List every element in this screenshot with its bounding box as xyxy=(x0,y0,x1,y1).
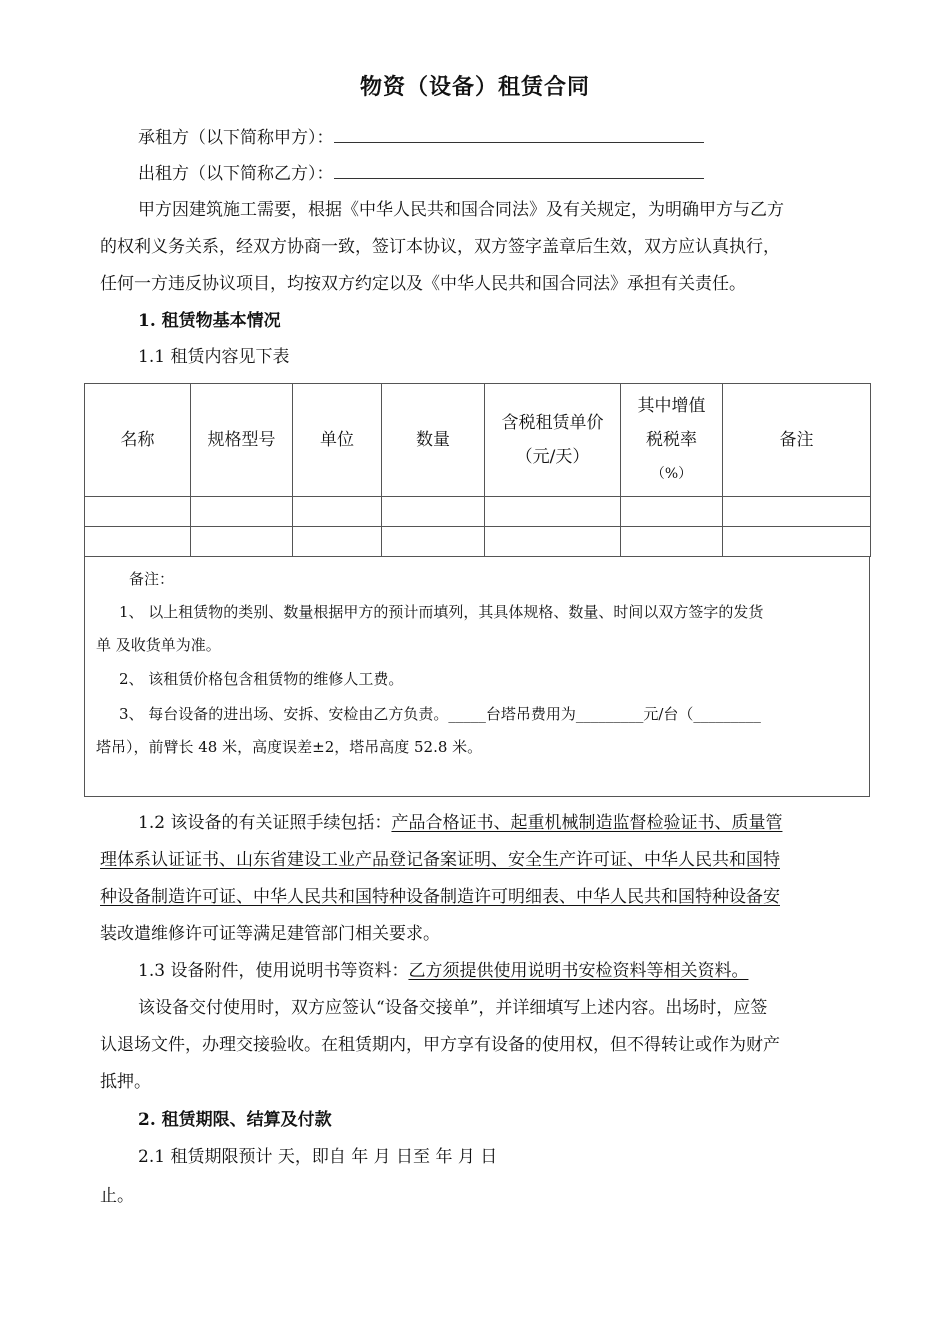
intro-line-2: 的权利义务关系，经双方协商一致，签订本协议，双方签字盖章后生效，双方应认真执行， xyxy=(100,237,780,257)
section-1-2-prefix: 1.2 该设备的有关证照手续包括： xyxy=(138,813,392,833)
cert-list-3: 种设备制造许可证、中华人民共和国特种设备制造许可明细表、中华人民共和国特种设备安 xyxy=(100,887,780,907)
col-header-name: 名称 xyxy=(85,384,191,497)
table-cell[interactable] xyxy=(485,527,621,557)
table-cell[interactable] xyxy=(293,497,382,527)
cert-list-2: 理体系认证证书、山东省建设工业产品登记备案证明、安全生产许可证、中华人民共和国特 xyxy=(100,850,780,870)
handover-line-2: 认退场文件，办理交接验收。在租赁期内，甲方享有设备的使用权，但不得转让或作为财产 xyxy=(100,1035,780,1055)
table-cell[interactable] xyxy=(293,527,382,557)
note-1-line-1: 1、 以上租赁物的类别、数量根据甲方的预计而填列，其具体规格、数量、时间以双方签字的发货 xyxy=(119,603,764,621)
lessor-blank[interactable] xyxy=(334,161,704,179)
section-2-1: 2.1 租赁期限预计 天，即自 年 月 日至 年 月 日 xyxy=(138,1147,498,1167)
notes-box xyxy=(84,557,870,797)
col-header-spec: 规格型号 xyxy=(191,384,293,497)
table-cell[interactable] xyxy=(382,497,485,527)
col-header-tax xyxy=(621,384,723,497)
table-cell[interactable] xyxy=(191,497,293,527)
cert-list-tail: 装改遣维修许可证等满足建管部门相关要求。 xyxy=(100,924,440,944)
rental-table xyxy=(84,383,871,557)
table-cell[interactable] xyxy=(621,527,723,557)
tax-header-l2: 税税率 xyxy=(646,430,697,450)
table-row xyxy=(85,497,871,527)
lessee-line xyxy=(138,125,704,149)
table-cell[interactable] xyxy=(85,527,191,557)
table-row xyxy=(85,527,871,557)
intro-line-3: 任何一方违反协议项目，均按双方约定以及《中华人民共和国合同法》承担有关责任。 xyxy=(100,274,746,294)
table-cell[interactable] xyxy=(85,497,191,527)
table-cell[interactable] xyxy=(723,527,871,557)
section-1-3-requirement: 乙方须提供使用说明书安检资料等相关资料。 xyxy=(408,961,749,981)
tax-header-l1: 其中增值 xyxy=(637,396,706,416)
price-header-l2: （元/天） xyxy=(515,447,590,467)
note-2: 2、 该租赁价格包含租赁物的维修人工费。 xyxy=(119,670,404,688)
table-cell[interactable] xyxy=(382,527,485,557)
lessor-label: 出租方（以下简称乙方）： xyxy=(138,164,334,184)
handover-line-3: 抵押。 xyxy=(100,1072,151,1092)
table-cell[interactable] xyxy=(723,497,871,527)
section-1-3 xyxy=(138,960,748,982)
lessor-line xyxy=(138,161,704,185)
section-1-3-prefix: 1.3 设备附件，使用说明书等资料： xyxy=(138,961,409,981)
price-header-l1: 含税租赁单价 xyxy=(501,413,604,433)
col-header-remark: 备注 xyxy=(723,384,871,497)
section-1-1: 1.1 租赁内容见下表 xyxy=(138,347,290,367)
lessee-blank[interactable] xyxy=(334,125,704,143)
intro-line-1: 甲方因建筑施工需要，根据《中华人民共和国合同法》及有关规定，为明确甲方与乙方 xyxy=(138,200,784,220)
cert-list-1: 产品合格证书、起重机械制造监督检验证书、质量管 xyxy=(391,813,783,833)
section-1-2-line-1 xyxy=(138,812,782,834)
page-title: 物资（设备）租赁合同 xyxy=(359,74,590,100)
col-header-unit: 单位 xyxy=(293,384,382,497)
col-header-qty: 数量 xyxy=(382,384,485,497)
col-header-price xyxy=(485,384,621,497)
table-header-row xyxy=(85,384,871,497)
table-cell[interactable] xyxy=(485,497,621,527)
lessee-label: 承租方（以下简称甲方）： xyxy=(138,128,334,148)
note-3-line-2: 塔吊），前臂长 48 米，高度误差±2，塔吊高度 52.8 米。 xyxy=(96,738,483,756)
section-1-heading: 1. 租赁物基本情况 xyxy=(138,311,281,331)
tax-header-l3: （%） xyxy=(650,466,693,482)
note-3-line-1: 3、 每台设备的进出场、安拆、安检由乙方负责。_____台塔吊费用为_________元/台（_________ xyxy=(119,705,761,723)
section-2-1-end: 止。 xyxy=(100,1186,134,1206)
note-1-line-2: 单 及收货单为准。 xyxy=(96,636,221,654)
notes-label: 备注： xyxy=(129,570,175,588)
handover-line-1: 该设备交付使用时，双方应签认“设备交接单”，并详细填写上述内容。出场时，应签 xyxy=(138,998,768,1018)
table-cell[interactable] xyxy=(621,497,723,527)
section-2-heading: 2. 租赁期限、结算及付款 xyxy=(138,1110,332,1130)
table-cell[interactable] xyxy=(191,527,293,557)
